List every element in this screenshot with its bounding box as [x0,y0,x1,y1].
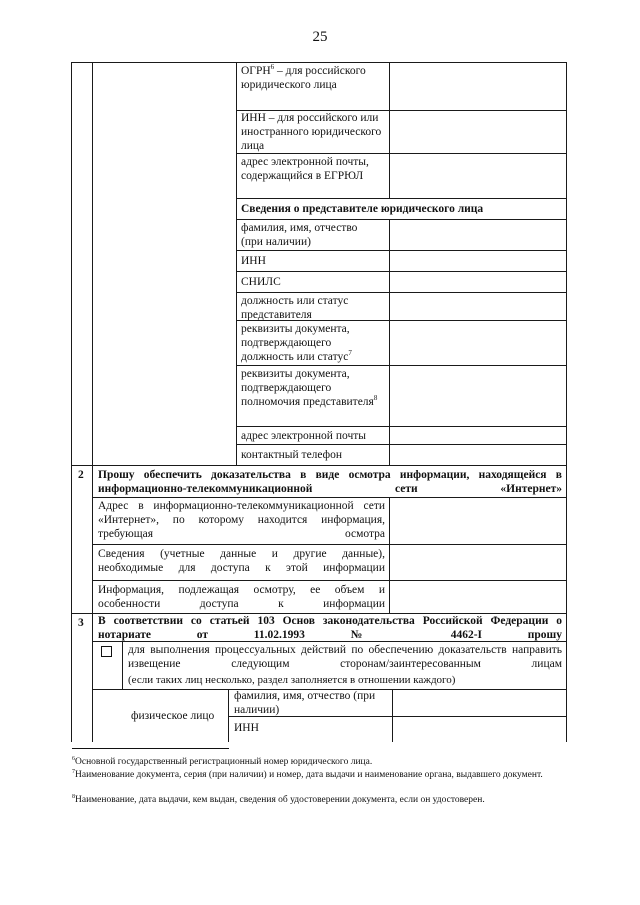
page-number: 25 [312,29,328,45]
person-fullname-label: фамилия, имя, отчество (при наличии) [234,690,376,716]
rep-fullname-label: фамилия, имя, отчество (при наличии) [241,222,358,248]
table-border-left [71,62,72,742]
person-inn-label: ИНН [234,722,259,734]
row-divider [92,544,567,545]
col-divider [389,219,390,465]
footnote-separator [72,748,229,749]
representative-section-header: Сведения о представителе юридического лица [241,203,484,215]
col-divider [92,465,93,613]
section-3-title: В соответствии со статьей 103 Основ законодательства Российской Федерации о нотариате от 11.02.1993 № 4462-I прошу [98,615,562,641]
row-divider [236,153,567,154]
row-divider [236,365,567,366]
rep-phone-label: контактный телефон [241,449,343,461]
access-data-label: Сведения (учетные данные и другие данные), необходимые для доступа к этой информации [98,548,385,574]
email-egrul-label: адрес электронной почты, содержащийся в ЕГРЮЛ [241,156,369,182]
row-divider [236,250,567,251]
row-divider [71,465,567,466]
footnote-ref-7: 7 [348,349,352,357]
section-3-number: 3 [78,617,84,629]
row-divider [236,292,567,293]
footnote-7: $^7$Наименование документа, серия (при наличии) и номер, дата выдачи и наименование органа, выдавшего документ. [72,769,543,780]
row-divider [236,219,567,220]
row-divider [92,580,567,581]
rep-inn-label: ИНН [241,255,266,267]
rep-snils-label: СНИЛС [241,276,281,288]
notify-parties-label: для выполнения процессуальных действий по обеспечению доказательств направить извещение следующим сторонам/заинтересованным лицам [128,644,562,670]
row-divider [236,271,567,272]
person-type-label: физическое лицо [131,710,215,722]
col-divider [122,641,123,689]
row-divider [236,444,567,445]
row-divider [92,497,567,498]
internet-address-label: Адрес в информационно-телекоммуникационной сети «Интернет», по которому находится информация, требующая осмотра [98,500,385,540]
rep-position-doc-label: реквизиты документа, подтверждающего должность или статус$^7$ [241,323,352,363]
row-divider [236,198,567,199]
notify-parties-note: (если таких лиц несколько, раздел заполняется в отношении каждого) [128,674,456,686]
rep-authority-doc-label: реквизиты документа, подтверждающего полномочия представителя$^8$ [241,368,378,408]
col-divider [389,62,390,198]
rep-email-label: адрес электронной почты [241,430,366,442]
ogrn-label: ОГРН$^6$ – для российского юридического лица [241,63,366,91]
inn-legal-entity-label: ИНН – для российского или иностранного юридического лица [241,112,382,152]
col-divider [92,613,93,742]
table-border-top [71,62,567,63]
footnote-ref-8: 8 [373,394,378,402]
col-divider [236,62,237,465]
col-divider [92,62,93,465]
row-divider [236,426,567,427]
rep-position-label: должность или статус представителя [241,295,349,321]
notify-parties-checkbox[interactable] [101,646,112,657]
col-divider [389,497,390,613]
footnote-6: $^6$Основной государственный регистрационный номер юридического лица. [72,756,373,767]
table-border-right [566,62,567,742]
section-2-title: Прошу обеспечить доказательства в виде осмотра информации, находящейся в информационно-телекоммуникационной сети «Интернет» [98,469,562,495]
footnote-8: $^8$Наименование, дата выдачи, кем выдан, сведения об удостоверении документа, если он удостоверен. [72,794,485,805]
section-2-number: 2 [78,469,84,481]
footnote-ref-6: 6 [270,63,275,71]
inspection-info-label: Информация, подлежащая осмотру, ее объем и особенности доступа к информации [98,584,385,610]
